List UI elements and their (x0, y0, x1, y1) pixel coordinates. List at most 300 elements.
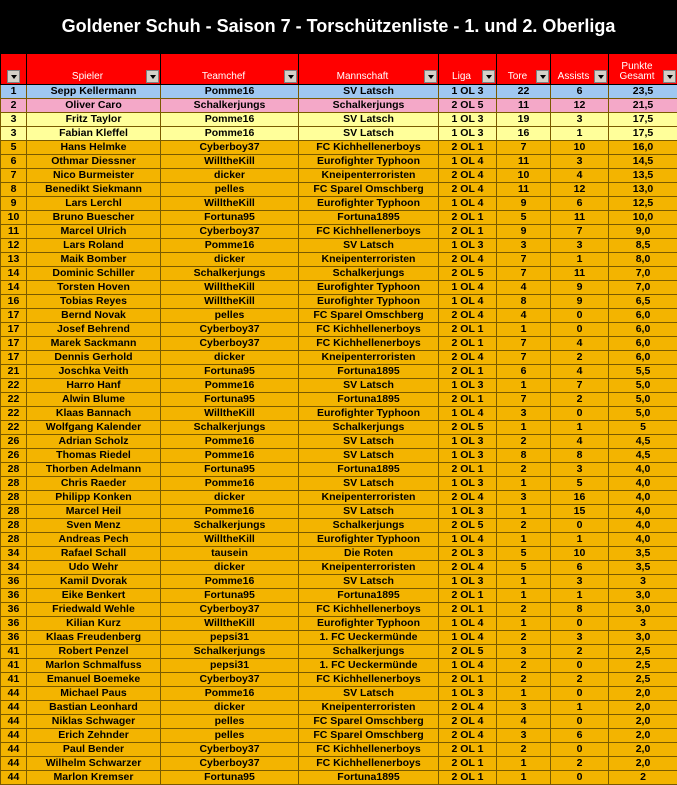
table-row[interactable] (1, 463, 677, 477)
cell-teamchef[interactable]: Pomme16 (161, 477, 299, 491)
cell-tore[interactable]: 4 (497, 715, 551, 729)
cell-assists[interactable]: 7 (551, 379, 609, 393)
cell-punkte[interactable]: 2,5 (609, 673, 677, 687)
cell-tore[interactable]: 2 (497, 463, 551, 477)
cell-spieler[interactable]: Josef Behrend (27, 323, 161, 337)
cell-punkte[interactable]: 13,5 (609, 169, 677, 183)
table-row[interactable] (1, 631, 677, 645)
cell-tore[interactable]: 3 (497, 491, 551, 505)
cell-assists[interactable]: 6 (551, 729, 609, 743)
cell-tore[interactable]: 11 (497, 99, 551, 113)
cell-teamchef[interactable]: tausein (161, 547, 299, 561)
cell-liga[interactable]: 2 OL 4 (439, 491, 497, 505)
cell-punkte[interactable]: 5,5 (609, 365, 677, 379)
cell-tore[interactable]: 11 (497, 155, 551, 169)
cell-assists[interactable]: 0 (551, 323, 609, 337)
cell-tore[interactable]: 2 (497, 603, 551, 617)
cell-teamchef[interactable]: Pomme16 (161, 379, 299, 393)
cell-punkte[interactable]: 2,0 (609, 757, 677, 771)
cell-punkte[interactable]: 21,5 (609, 99, 677, 113)
cell-assists[interactable]: 2 (551, 393, 609, 407)
cell-liga[interactable]: 2 OL 4 (439, 561, 497, 575)
cell-assists[interactable]: 15 (551, 505, 609, 519)
cell-teamchef[interactable]: Cyberboy37 (161, 141, 299, 155)
cell-mannschaft[interactable]: SV Latsch (299, 575, 439, 589)
table-row[interactable] (1, 365, 677, 379)
cell-spieler[interactable]: Michael Paus (27, 687, 161, 701)
cell-mannschaft[interactable]: Schalkerjungs (299, 421, 439, 435)
cell-mannschaft[interactable]: Eurofighter Typhoon (299, 155, 439, 169)
cell-punkte[interactable]: 5,0 (609, 407, 677, 421)
cell-mannschaft[interactable]: FC Kichhellenerboys (299, 757, 439, 771)
cell-rank[interactable]: 44 (1, 743, 27, 757)
cell-spieler[interactable]: Othmar Diessner (27, 155, 161, 169)
cell-tore[interactable]: 1 (497, 379, 551, 393)
cell-rank[interactable]: 44 (1, 757, 27, 771)
cell-punkte[interactable]: 8,0 (609, 253, 677, 267)
table-row[interactable] (1, 281, 677, 295)
cell-tore[interactable]: 7 (497, 267, 551, 281)
cell-rank[interactable]: 7 (1, 169, 27, 183)
table-row[interactable] (1, 323, 677, 337)
table-row[interactable] (1, 211, 677, 225)
cell-tore[interactable]: 1 (497, 323, 551, 337)
cell-liga[interactable]: 2 OL 1 (439, 141, 497, 155)
cell-tore[interactable]: 7 (497, 337, 551, 351)
cell-liga[interactable]: 2 OL 1 (439, 743, 497, 757)
table-row[interactable] (1, 729, 677, 743)
cell-tore[interactable]: 9 (497, 225, 551, 239)
cell-liga[interactable]: 2 OL 1 (439, 211, 497, 225)
cell-punkte[interactable]: 2,0 (609, 729, 677, 743)
cell-assists[interactable]: 12 (551, 99, 609, 113)
cell-spieler[interactable]: Adrian Scholz (27, 435, 161, 449)
cell-spieler[interactable]: Marlon Schmalfuss (27, 659, 161, 673)
cell-rank[interactable]: 17 (1, 323, 27, 337)
table-row[interactable] (1, 533, 677, 547)
cell-assists[interactable]: 1 (551, 253, 609, 267)
cell-spieler[interactable]: Sepp Kellermann (27, 85, 161, 99)
table-row[interactable] (1, 337, 677, 351)
cell-tore[interactable]: 10 (497, 169, 551, 183)
cell-liga[interactable]: 1 OL 4 (439, 197, 497, 211)
cell-teamchef[interactable]: pepsi31 (161, 659, 299, 673)
cell-assists[interactable]: 8 (551, 449, 609, 463)
cell-teamchef[interactable]: dicker (161, 701, 299, 715)
cell-spieler[interactable]: Eike Benkert (27, 589, 161, 603)
cell-assists[interactable]: 11 (551, 267, 609, 281)
cell-punkte[interactable]: 6,0 (609, 337, 677, 351)
cell-punkte[interactable]: 7,0 (609, 281, 677, 295)
cell-assists[interactable]: 0 (551, 309, 609, 323)
cell-teamchef[interactable]: WilltheKill (161, 533, 299, 547)
cell-spieler[interactable]: Lars Roland (27, 239, 161, 253)
cell-spieler[interactable]: Wolfgang Kalender (27, 421, 161, 435)
table-row[interactable] (1, 239, 677, 253)
cell-spieler[interactable]: Marcel Heil (27, 505, 161, 519)
cell-mannschaft[interactable]: Schalkerjungs (299, 519, 439, 533)
cell-tore[interactable]: 1 (497, 575, 551, 589)
table-row[interactable] (1, 547, 677, 561)
cell-spieler[interactable]: Thorben Adelmann (27, 463, 161, 477)
cell-teamchef[interactable]: Cyberboy37 (161, 337, 299, 351)
cell-punkte[interactable]: 23,5 (609, 85, 677, 99)
cell-rank[interactable]: 26 (1, 449, 27, 463)
cell-rank[interactable]: 28 (1, 491, 27, 505)
cell-punkte[interactable]: 4,0 (609, 519, 677, 533)
cell-liga[interactable]: 2 OL 1 (439, 673, 497, 687)
cell-assists[interactable]: 3 (551, 463, 609, 477)
cell-liga[interactable]: 2 OL 5 (439, 519, 497, 533)
cell-rank[interactable]: 9 (1, 197, 27, 211)
cell-liga[interactable]: 2 OL 5 (439, 99, 497, 113)
table-row[interactable] (1, 155, 677, 169)
table-row[interactable] (1, 197, 677, 211)
cell-mannschaft[interactable]: Eurofighter Typhoon (299, 197, 439, 211)
cell-rank[interactable]: 3 (1, 127, 27, 141)
cell-assists[interactable]: 11 (551, 211, 609, 225)
cell-rank[interactable]: 44 (1, 715, 27, 729)
cell-punkte[interactable]: 4,0 (609, 491, 677, 505)
cell-rank[interactable]: 26 (1, 435, 27, 449)
cell-spieler[interactable]: Torsten Hoven (27, 281, 161, 295)
cell-assists[interactable]: 16 (551, 491, 609, 505)
cell-rank[interactable]: 34 (1, 547, 27, 561)
cell-liga[interactable]: 2 OL 1 (439, 365, 497, 379)
cell-spieler[interactable]: Erich Zehnder (27, 729, 161, 743)
cell-liga[interactable]: 2 OL 1 (439, 463, 497, 477)
cell-spieler[interactable]: Bruno Buescher (27, 211, 161, 225)
cell-teamchef[interactable]: Schalkerjungs (161, 99, 299, 113)
cell-mannschaft[interactable]: SV Latsch (299, 449, 439, 463)
cell-liga[interactable]: 1 OL 3 (439, 85, 497, 99)
table-row[interactable] (1, 407, 677, 421)
table-row[interactable] (1, 771, 677, 785)
cell-rank[interactable]: 28 (1, 477, 27, 491)
cell-tore[interactable]: 9 (497, 197, 551, 211)
cell-teamchef[interactable]: Fortuna95 (161, 393, 299, 407)
cell-punkte[interactable]: 13,0 (609, 183, 677, 197)
cell-rank[interactable]: 3 (1, 113, 27, 127)
cell-rank[interactable]: 14 (1, 281, 27, 295)
cell-liga[interactable]: 1 OL 3 (439, 239, 497, 253)
cell-liga[interactable]: 2 OL 4 (439, 351, 497, 365)
cell-punkte[interactable]: 9,0 (609, 225, 677, 239)
cell-spieler[interactable]: Andreas Pech (27, 533, 161, 547)
cell-punkte[interactable]: 2,0 (609, 743, 677, 757)
cell-spieler[interactable]: Chris Raeder (27, 477, 161, 491)
cell-assists[interactable]: 10 (551, 547, 609, 561)
cell-punkte[interactable]: 6,0 (609, 351, 677, 365)
table-row[interactable] (1, 351, 677, 365)
cell-assists[interactable]: 6 (551, 197, 609, 211)
cell-rank[interactable]: 16 (1, 295, 27, 309)
cell-punkte[interactable]: 16,0 (609, 141, 677, 155)
cell-assists[interactable]: 6 (551, 561, 609, 575)
cell-mannschaft[interactable]: FC Kichhellenerboys (299, 337, 439, 351)
cell-spieler[interactable]: Oliver Caro (27, 99, 161, 113)
filter-dropdown-button[interactable] (663, 70, 676, 83)
cell-liga[interactable]: 2 OL 1 (439, 757, 497, 771)
cell-assists[interactable]: 3 (551, 155, 609, 169)
table-row[interactable] (1, 225, 677, 239)
cell-liga[interactable]: 1 OL 3 (439, 113, 497, 127)
cell-spieler[interactable]: Klaas Bannach (27, 407, 161, 421)
cell-teamchef[interactable]: pelles (161, 183, 299, 197)
cell-punkte[interactable]: 14,5 (609, 155, 677, 169)
cell-spieler[interactable]: Nico Burmeister (27, 169, 161, 183)
cell-teamchef[interactable]: Pomme16 (161, 575, 299, 589)
cell-mannschaft[interactable]: SV Latsch (299, 435, 439, 449)
cell-assists[interactable]: 7 (551, 225, 609, 239)
cell-teamchef[interactable]: Fortuna95 (161, 365, 299, 379)
cell-punkte[interactable]: 3,0 (609, 589, 677, 603)
cell-punkte[interactable]: 2,0 (609, 715, 677, 729)
cell-liga[interactable]: 1 OL 4 (439, 631, 497, 645)
table-row[interactable] (1, 169, 677, 183)
cell-liga[interactable]: 2 OL 5 (439, 645, 497, 659)
cell-assists[interactable]: 8 (551, 603, 609, 617)
cell-teamchef[interactable]: Pomme16 (161, 687, 299, 701)
cell-teamchef[interactable]: pelles (161, 309, 299, 323)
cell-rank[interactable]: 1 (1, 85, 27, 99)
cell-rank[interactable]: 8 (1, 183, 27, 197)
cell-spieler[interactable]: Maik Bomber (27, 253, 161, 267)
cell-rank[interactable]: 36 (1, 631, 27, 645)
cell-teamchef[interactable]: Pomme16 (161, 239, 299, 253)
cell-mannschaft[interactable]: Fortuna1895 (299, 211, 439, 225)
cell-spieler[interactable]: Bernd Novak (27, 309, 161, 323)
cell-assists[interactable]: 0 (551, 659, 609, 673)
cell-liga[interactable]: 1 OL 4 (439, 407, 497, 421)
cell-rank[interactable]: 22 (1, 379, 27, 393)
cell-tore[interactable]: 6 (497, 365, 551, 379)
cell-teamchef[interactable]: Schalkerjungs (161, 267, 299, 281)
cell-liga[interactable]: 1 OL 4 (439, 659, 497, 673)
cell-spieler[interactable]: Emanuel Boemeke (27, 673, 161, 687)
cell-mannschaft[interactable]: FC Kichhellenerboys (299, 743, 439, 757)
cell-tore[interactable]: 1 (497, 477, 551, 491)
cell-mannschaft[interactable]: Die Roten (299, 547, 439, 561)
cell-mannschaft[interactable]: Fortuna1895 (299, 365, 439, 379)
cell-tore[interactable]: 2 (497, 743, 551, 757)
cell-rank[interactable]: 41 (1, 673, 27, 687)
cell-mannschaft[interactable]: Eurofighter Typhoon (299, 617, 439, 631)
cell-tore[interactable]: 5 (497, 211, 551, 225)
cell-tore[interactable]: 2 (497, 673, 551, 687)
cell-liga[interactable]: 1 OL 3 (439, 477, 497, 491)
table-row[interactable] (1, 659, 677, 673)
table-row[interactable] (1, 715, 677, 729)
cell-mannschaft[interactable]: Fortuna1895 (299, 393, 439, 407)
table-row[interactable] (1, 435, 677, 449)
cell-tore[interactable]: 1 (497, 771, 551, 785)
cell-teamchef[interactable]: dicker (161, 253, 299, 267)
cell-punkte[interactable]: 2,0 (609, 701, 677, 715)
cell-liga[interactable]: 2 OL 1 (439, 323, 497, 337)
cell-mannschaft[interactable]: Fortuna1895 (299, 463, 439, 477)
cell-rank[interactable]: 41 (1, 645, 27, 659)
cell-mannschaft[interactable]: FC Sparel Omschberg (299, 729, 439, 743)
cell-liga[interactable]: 2 OL 4 (439, 309, 497, 323)
table-row[interactable] (1, 309, 677, 323)
cell-tore[interactable]: 2 (497, 631, 551, 645)
cell-mannschaft[interactable]: Schalkerjungs (299, 267, 439, 281)
cell-tore[interactable]: 2 (497, 519, 551, 533)
cell-liga[interactable]: 1 OL 3 (439, 575, 497, 589)
cell-teamchef[interactable]: dicker (161, 561, 299, 575)
cell-liga[interactable]: 2 OL 5 (439, 421, 497, 435)
cell-rank[interactable]: 17 (1, 351, 27, 365)
cell-assists[interactable]: 3 (551, 113, 609, 127)
cell-rank[interactable]: 44 (1, 729, 27, 743)
cell-spieler[interactable]: Kilian Kurz (27, 617, 161, 631)
cell-mannschaft[interactable]: Eurofighter Typhoon (299, 533, 439, 547)
cell-assists[interactable]: 6 (551, 85, 609, 99)
filter-dropdown-button[interactable] (284, 70, 297, 83)
cell-spieler[interactable]: Dennis Gerhold (27, 351, 161, 365)
cell-tore[interactable]: 5 (497, 561, 551, 575)
cell-rank[interactable]: 41 (1, 659, 27, 673)
cell-spieler[interactable]: Paul Bender (27, 743, 161, 757)
cell-punkte[interactable]: 4,0 (609, 477, 677, 491)
table-row[interactable] (1, 477, 677, 491)
cell-mannschaft[interactable]: Eurofighter Typhoon (299, 295, 439, 309)
cell-punkte[interactable]: 3 (609, 617, 677, 631)
cell-punkte[interactable]: 12,5 (609, 197, 677, 211)
cell-mannschaft[interactable]: Eurofighter Typhoon (299, 281, 439, 295)
cell-teamchef[interactable]: pelles (161, 729, 299, 743)
cell-spieler[interactable]: Marlon Kremser (27, 771, 161, 785)
cell-punkte[interactable]: 3,5 (609, 547, 677, 561)
cell-punkte[interactable]: 10,0 (609, 211, 677, 225)
cell-punkte[interactable]: 17,5 (609, 113, 677, 127)
cell-rank[interactable]: 44 (1, 701, 27, 715)
cell-liga[interactable]: 1 OL 4 (439, 533, 497, 547)
cell-liga[interactable]: 1 OL 3 (439, 127, 497, 141)
cell-spieler[interactable]: Philipp Konken (27, 491, 161, 505)
cell-teamchef[interactable]: WilltheKill (161, 155, 299, 169)
cell-rank[interactable]: 36 (1, 575, 27, 589)
table-row[interactable] (1, 757, 677, 771)
cell-assists[interactable]: 4 (551, 365, 609, 379)
table-row[interactable] (1, 617, 677, 631)
table-row[interactable] (1, 505, 677, 519)
cell-teamchef[interactable]: WilltheKill (161, 197, 299, 211)
cell-mannschaft[interactable]: SV Latsch (299, 113, 439, 127)
cell-liga[interactable]: 1 OL 4 (439, 155, 497, 169)
filter-dropdown-button[interactable] (424, 70, 437, 83)
cell-assists[interactable]: 2 (551, 757, 609, 771)
cell-teamchef[interactable]: dicker (161, 169, 299, 183)
table-row[interactable] (1, 687, 677, 701)
cell-punkte[interactable]: 2 (609, 771, 677, 785)
cell-rank[interactable]: 17 (1, 337, 27, 351)
cell-punkte[interactable]: 5,0 (609, 379, 677, 393)
cell-teamchef[interactable]: WilltheKill (161, 295, 299, 309)
filter-dropdown-button[interactable] (482, 70, 495, 83)
cell-rank[interactable]: 36 (1, 589, 27, 603)
cell-mannschaft[interactable]: SV Latsch (299, 505, 439, 519)
cell-tore[interactable]: 4 (497, 281, 551, 295)
cell-rank[interactable]: 36 (1, 617, 27, 631)
cell-teamchef[interactable]: WilltheKill (161, 617, 299, 631)
cell-teamchef[interactable]: Pomme16 (161, 127, 299, 141)
cell-mannschaft[interactable]: Eurofighter Typhoon (299, 407, 439, 421)
cell-tore[interactable]: 1 (497, 589, 551, 603)
cell-spieler[interactable]: Lars Lerchl (27, 197, 161, 211)
cell-teamchef[interactable]: Cyberboy37 (161, 323, 299, 337)
cell-teamchef[interactable]: WilltheKill (161, 407, 299, 421)
cell-liga[interactable]: 1 OL 4 (439, 295, 497, 309)
cell-mannschaft[interactable]: FC Kichhellenerboys (299, 141, 439, 155)
cell-rank[interactable]: 6 (1, 155, 27, 169)
cell-liga[interactable]: 1 OL 4 (439, 281, 497, 295)
cell-tore[interactable]: 3 (497, 701, 551, 715)
cell-liga[interactable]: 2 OL 3 (439, 547, 497, 561)
cell-rank[interactable]: 22 (1, 407, 27, 421)
table-row[interactable] (1, 701, 677, 715)
cell-mannschaft[interactable]: FC Kichhellenerboys (299, 323, 439, 337)
cell-mannschaft[interactable]: SV Latsch (299, 85, 439, 99)
cell-mannschaft[interactable]: SV Latsch (299, 127, 439, 141)
cell-teamchef[interactable]: Cyberboy37 (161, 225, 299, 239)
cell-tore[interactable]: 1 (497, 533, 551, 547)
cell-assists[interactable]: 4 (551, 435, 609, 449)
cell-assists[interactable]: 3 (551, 575, 609, 589)
cell-punkte[interactable]: 4,0 (609, 533, 677, 547)
filter-dropdown-button[interactable] (146, 70, 159, 83)
cell-punkte[interactable]: 3,0 (609, 603, 677, 617)
cell-mannschaft[interactable]: 1. FC Ueckermünde (299, 631, 439, 645)
cell-spieler[interactable]: Benedikt Siekmann (27, 183, 161, 197)
cell-spieler[interactable]: Alwin Blume (27, 393, 161, 407)
cell-assists[interactable]: 1 (551, 127, 609, 141)
cell-spieler[interactable]: Tobias Reyes (27, 295, 161, 309)
table-row[interactable] (1, 603, 677, 617)
cell-assists[interactable]: 1 (551, 589, 609, 603)
cell-rank[interactable]: 17 (1, 309, 27, 323)
cell-liga[interactable]: 2 OL 1 (439, 337, 497, 351)
cell-liga[interactable]: 1 OL 3 (439, 435, 497, 449)
table-row[interactable] (1, 449, 677, 463)
cell-rank[interactable]: 12 (1, 239, 27, 253)
cell-assists[interactable]: 0 (551, 743, 609, 757)
table-row[interactable] (1, 113, 677, 127)
cell-teamchef[interactable]: Fortuna95 (161, 463, 299, 477)
table-row[interactable] (1, 127, 677, 141)
cell-mannschaft[interactable]: 1. FC Ueckermünde (299, 659, 439, 673)
cell-assists[interactable]: 0 (551, 687, 609, 701)
cell-assists[interactable]: 3 (551, 631, 609, 645)
table-row[interactable] (1, 295, 677, 309)
cell-spieler[interactable]: Fabian Kleffel (27, 127, 161, 141)
cell-spieler[interactable]: Wilhelm Schwarzer (27, 757, 161, 771)
table-row[interactable] (1, 743, 677, 757)
cell-spieler[interactable]: Joschka Veith (27, 365, 161, 379)
table-row[interactable] (1, 561, 677, 575)
cell-punkte[interactable]: 6,0 (609, 309, 677, 323)
cell-assists[interactable]: 2 (551, 645, 609, 659)
cell-tore[interactable]: 22 (497, 85, 551, 99)
cell-mannschaft[interactable]: Kneipenterroristen (299, 253, 439, 267)
cell-tore[interactable]: 5 (497, 547, 551, 561)
cell-tore[interactable]: 11 (497, 183, 551, 197)
cell-mannschaft[interactable]: SV Latsch (299, 687, 439, 701)
cell-mannschaft[interactable]: Schalkerjungs (299, 99, 439, 113)
cell-liga[interactable]: 2 OL 1 (439, 771, 497, 785)
cell-punkte[interactable]: 2,5 (609, 659, 677, 673)
